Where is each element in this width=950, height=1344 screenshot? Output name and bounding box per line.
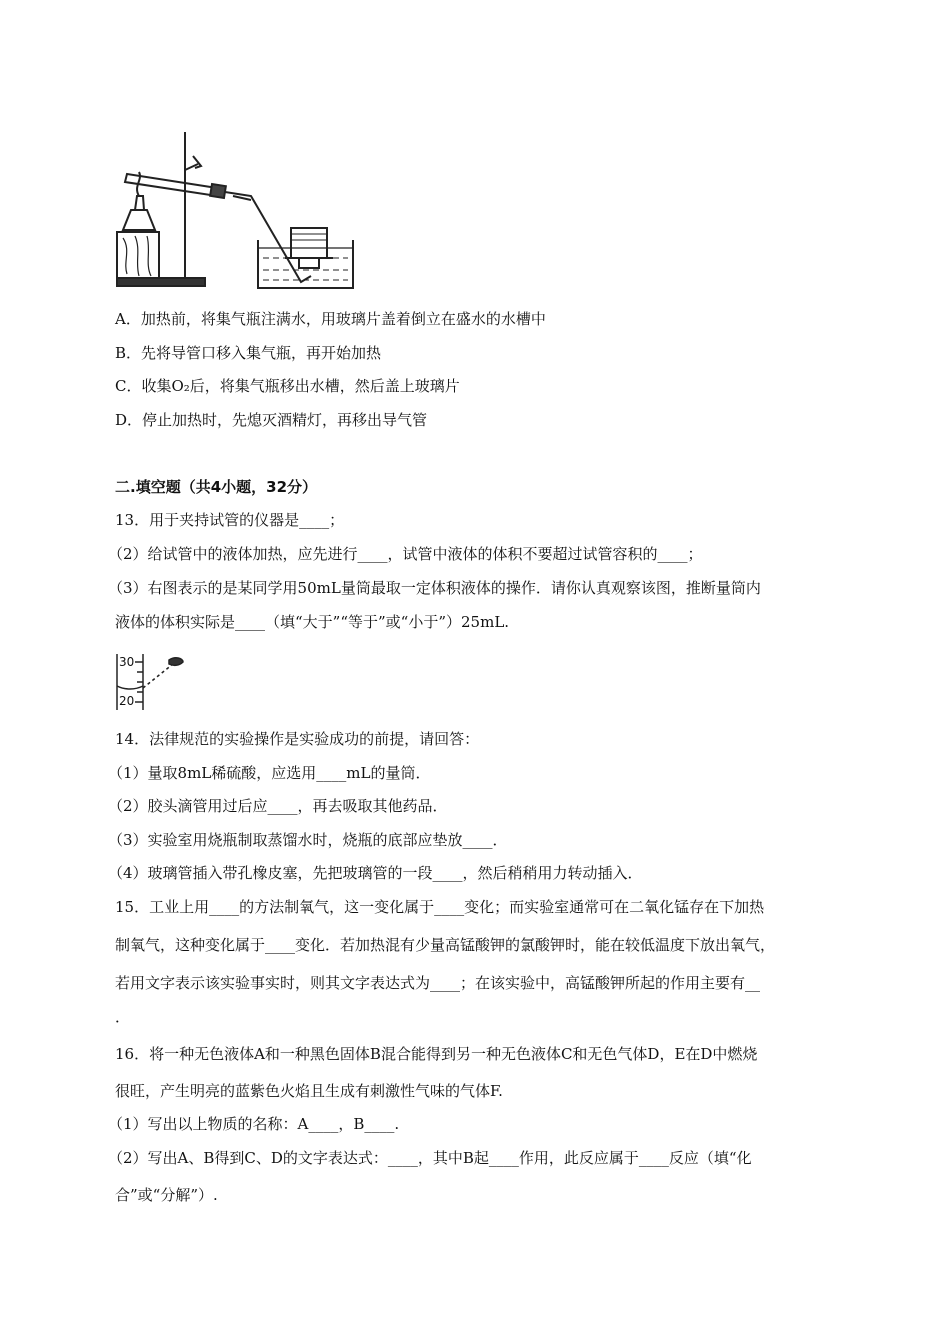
q12-option-b: B．先将导管口移入集气瓶，再开始加热 — [115, 344, 382, 362]
oxygen-apparatus-figure — [113, 130, 358, 292]
q13-line: 液体的体积实际是____（填“大于”“等于”或“小于”）25mL. — [115, 613, 510, 631]
q12-option-d: D．停止加热时，先熄灭酒精灯，再移出导气管 — [115, 411, 428, 429]
q16-line: 合”或“分解”）. — [115, 1186, 218, 1204]
cylinder-reading-figure — [113, 652, 185, 712]
q16-line: 很旺，产生明亮的蓝紫色火焰且生成有刺激性气味的气体F. — [115, 1082, 503, 1100]
q16-line: （1）写出以上物质的名称：A____，B____. — [108, 1115, 400, 1133]
q14-line: 14．法律规范的实验操作是实验成功的前提，请回答： — [115, 730, 480, 748]
q13-line: （3）右图表示的是某同学用50mL量筒最取一定体积液体的操作．请你认真观察该图，推断量筒内 — [108, 579, 761, 597]
q16-line: 16．将一种无色液体A和一种黑色固体B混合能得到另一种无色液体C和无色气体D，E在D中燃烧 — [115, 1045, 758, 1063]
q14-line: （2）胶头滴管用过后应____，再去吸取其他药品． — [108, 797, 448, 815]
q15-line: 15．工业上用____的方法制氧气，这一变化属于____变化；而实验室通常可在二氧化锰存在下加热 — [115, 898, 765, 916]
q15-line: 制氧气，这种变化属于____变化．若加热混有少量高锰酸钾的氯酸钾时，能在较低温度下放出氧气， — [115, 936, 776, 954]
q16-line: （2）写出A、B得到C、D的文字表达式：____，其中B起____作用，此反应属于____反应（填“化 — [108, 1149, 752, 1167]
section-title: 二.填空题（共4小题，32分） — [115, 478, 318, 496]
q15-line: ． — [115, 1008, 131, 1026]
cylinder-label-top: 30 — [119, 655, 135, 669]
q13-line: 13．用于夹持试管的仪器是____； — [115, 511, 345, 529]
q15-line: 若用文字表示该实验事实时，则其文字表达式为____；在该实验中，高锰酸钾所起的作用主要有__ — [115, 974, 761, 992]
q12-option-a: A．加热前，将集气瓶注满水，用玻璃片盖着倒立在盛水的水槽中 — [115, 310, 546, 328]
q13-line: （2）给试管中的液体加热，应先进行____，试管中液体的体积不要超过试管容积的____； — [108, 545, 703, 563]
q14-line: （1）量取8mL稀硫酸，应选用____mL的量筒． — [108, 764, 431, 782]
q14-line: （3）实验室用烧瓶制取蒸馏水时，烧瓶的底部应垫放____． — [108, 831, 508, 849]
q12-option-c: C．收集O₂后，将集气瓶移出水槽，然后盖上玻璃片 — [115, 377, 460, 395]
cylinder-label-bottom: 20 — [119, 694, 135, 708]
q14-line: （4）玻璃管插入带孔橡皮塞，先把玻璃管的一段____，然后稍稍用力转动插入． — [108, 864, 643, 882]
